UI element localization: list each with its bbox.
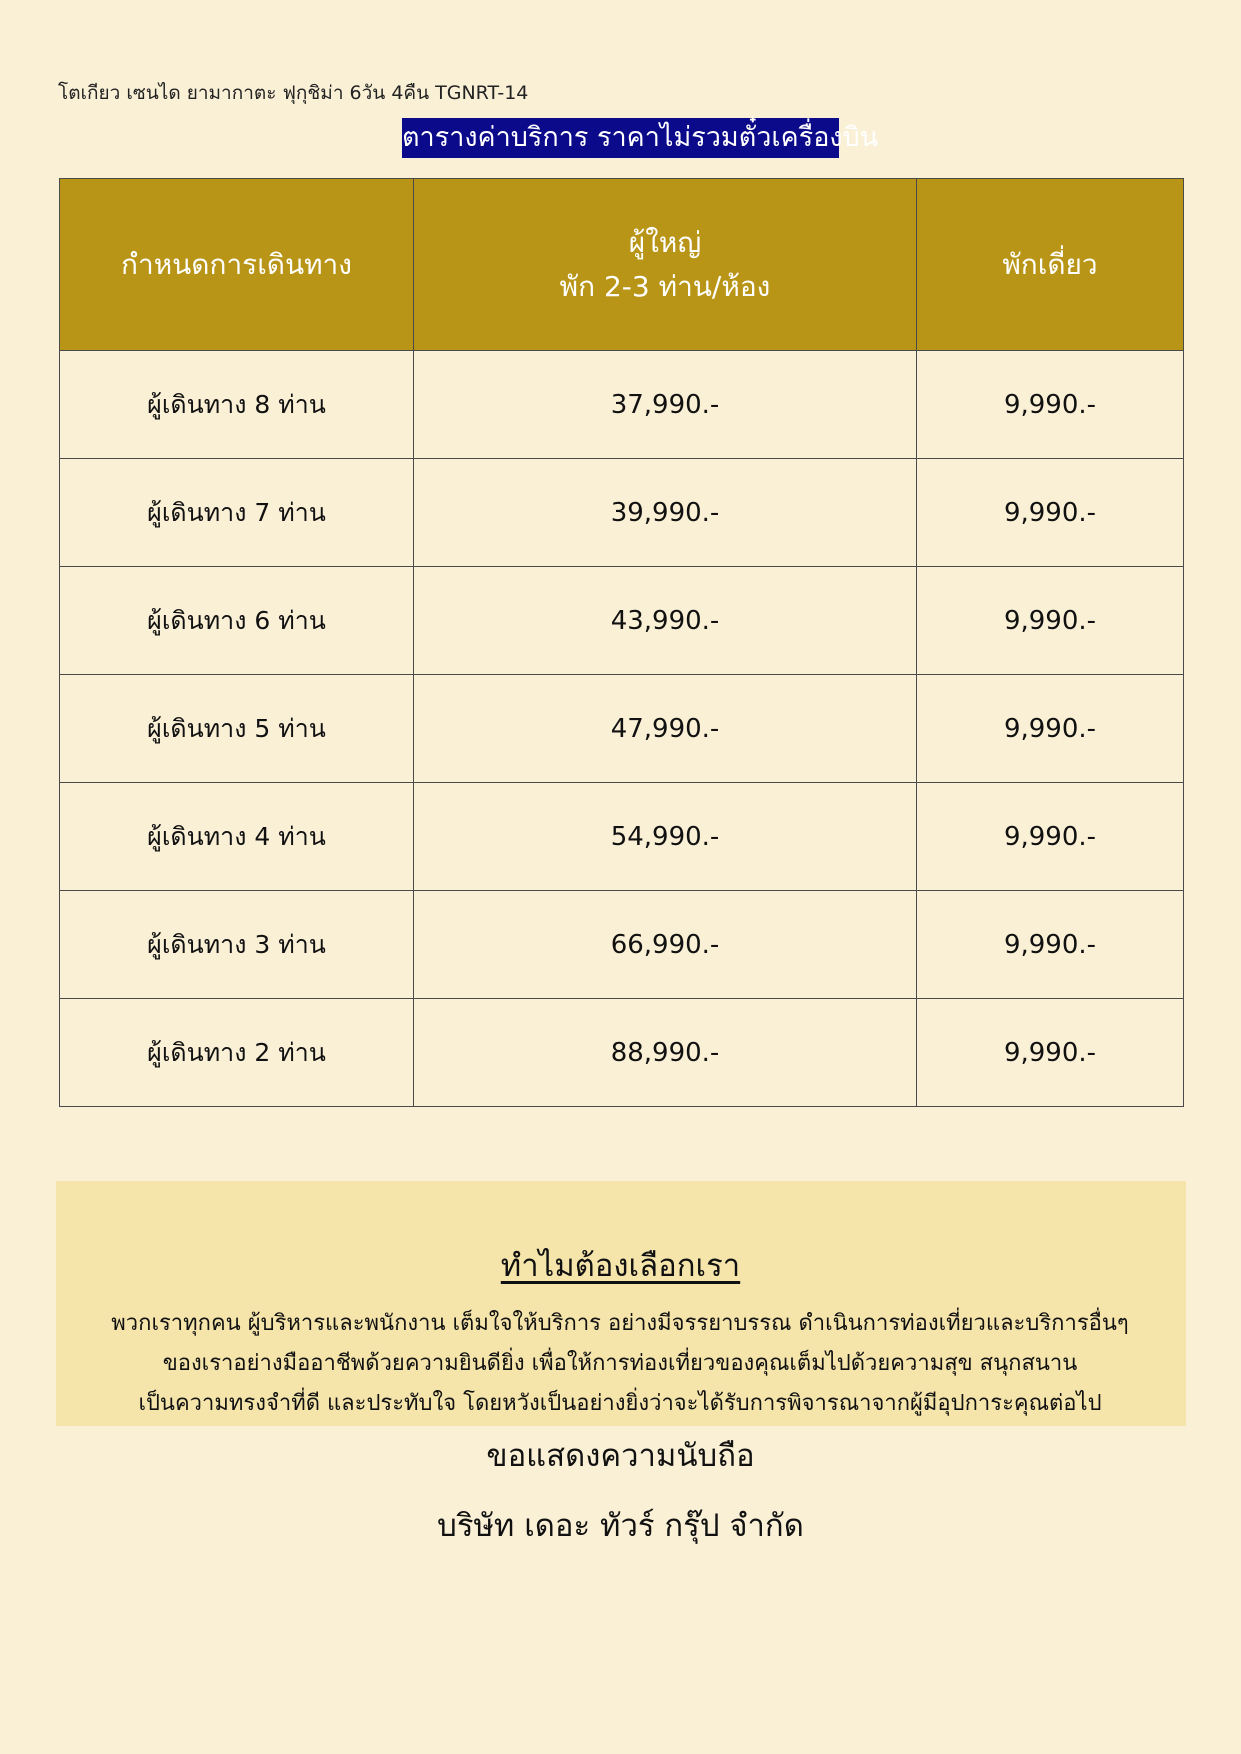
header-single-supplement: พักเดี่ยว xyxy=(917,179,1184,351)
single-price: 9,990.- xyxy=(917,783,1184,891)
single-price: 9,990.- xyxy=(917,675,1184,783)
single-price: 9,990.- xyxy=(917,567,1184,675)
header-adult-sublabel: พัก 2-3 ท่าน/ห้อง xyxy=(559,269,771,303)
adult-price: 39,990.- xyxy=(414,459,917,567)
table-row xyxy=(60,783,1184,891)
header-travel-schedule: กำหนดการเดินทาง xyxy=(60,179,414,351)
adult-price: 66,990.- xyxy=(414,891,917,999)
why-us-body xyxy=(80,1304,1160,1424)
row-label: ผู้เดินทาง 8 ท่าน xyxy=(60,351,414,459)
table-row xyxy=(60,567,1184,675)
row-label: ผู้เดินทาง 4 ท่าน xyxy=(60,783,414,891)
table-row xyxy=(60,351,1184,459)
single-price: 9,990.- xyxy=(917,891,1184,999)
row-label: ผู้เดินทาง 2 ท่าน xyxy=(60,999,414,1107)
price-table-title: ตารางค่าบริการ ราคาไม่รวมตั๋วเครื่องบิน xyxy=(402,118,839,158)
row-label: ผู้เดินทาง 3 ท่าน xyxy=(60,891,414,999)
why-us-line: ของเราอย่างมืออาชีพด้วยความยินดียิ่ง เพื่อให้การท่องเที่ยวของคุณเต็มไปด้วยความสุข สนุกสนาน xyxy=(162,1351,1078,1376)
tour-title: โตเกียว เซนได ยามากาตะ ฟุกุชิม่า 6วัน 4คืน TGNRT-14 xyxy=(58,82,529,104)
adult-price: 43,990.- xyxy=(414,567,917,675)
adult-price: 88,990.- xyxy=(414,999,917,1107)
single-price: 9,990.- xyxy=(917,459,1184,567)
closing-greeting: ขอแสดงความนับถือ xyxy=(486,1438,755,1474)
table-row xyxy=(60,459,1184,567)
why-us-line: พวกเราทุกคน ผู้บริหารและพนักงาน เต็มใจให้บริการ อย่างมีจรรยาบรรณ ดำเนินการท่องเที่ยวและบริการอื่นๆ xyxy=(111,1311,1129,1336)
adult-price: 54,990.- xyxy=(414,783,917,891)
row-label: ผู้เดินทาง 7 ท่าน xyxy=(60,459,414,567)
adult-price: 47,990.- xyxy=(414,675,917,783)
single-price: 9,990.- xyxy=(917,351,1184,459)
price-table xyxy=(59,178,1184,1107)
table-header-row xyxy=(60,179,1184,351)
table-row xyxy=(60,999,1184,1107)
adult-price: 37,990.- xyxy=(414,351,917,459)
why-us-title: ทำไมต้องเลือกเรา xyxy=(500,1248,741,1284)
header-adult-price xyxy=(414,179,917,351)
why-us-line: เป็นความทรงจำที่ดี และประทับใจ โดยหวังเป็นอย่างยิ่งว่าจะได้รับการพิจารณาจากผู้มีอุปการะคุณต่อไป xyxy=(138,1391,1102,1416)
row-label: ผู้เดินทาง 5 ท่าน xyxy=(60,675,414,783)
table-row xyxy=(60,675,1184,783)
row-label: ผู้เดินทาง 6 ท่าน xyxy=(60,567,414,675)
header-adult-label: ผู้ใหญ่ xyxy=(628,225,702,259)
table-row xyxy=(60,891,1184,999)
single-price: 9,990.- xyxy=(917,999,1184,1107)
company-name: บริษัท เดอะ ทัวร์ กรุ๊ป จำกัด xyxy=(437,1508,804,1544)
